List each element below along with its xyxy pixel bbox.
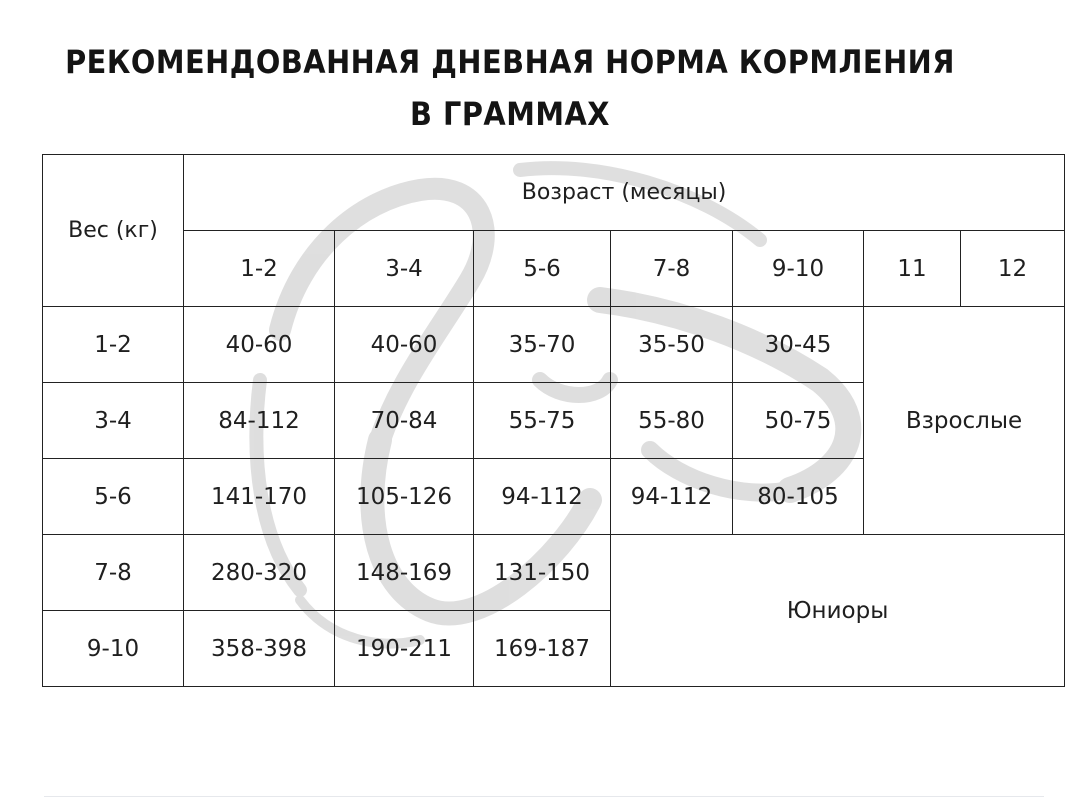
weight-cell: 9-10 (43, 611, 184, 687)
value-cell: 148-169 (335, 535, 474, 611)
value-cell: 105-126 (335, 459, 474, 535)
age-column-header: Возраст (месяцы) (184, 155, 1065, 231)
weight-cell: 5-6 (43, 459, 184, 535)
value-cell: 141-170 (184, 459, 335, 535)
weight-column-header: Вес (кг) (43, 155, 184, 307)
header-row-1 (43, 155, 1065, 231)
age-column-label: 9-10 (733, 231, 864, 307)
value-cell: 80-105 (733, 459, 864, 535)
value-cell: 35-50 (611, 307, 733, 383)
adult-cell: Взрослые (864, 307, 1065, 535)
age-column-label: 12 (961, 231, 1065, 307)
value-cell: 40-60 (335, 307, 474, 383)
table-row (43, 307, 1065, 383)
value-cell: 40-60 (184, 307, 335, 383)
value-cell: 131-150 (474, 535, 611, 611)
value-cell: 55-75 (474, 383, 611, 459)
junior-cell: Юниоры (611, 535, 1065, 687)
value-cell: 358-398 (184, 611, 335, 687)
weight-cell: 1-2 (43, 307, 184, 383)
age-column-label: 7-8 (611, 231, 733, 307)
value-cell: 280-320 (184, 535, 335, 611)
age-column-label: 1-2 (184, 231, 335, 307)
table-row (43, 535, 1065, 611)
value-cell: 94-112 (474, 459, 611, 535)
age-column-label: 11 (864, 231, 961, 307)
page-title (0, 36, 1020, 140)
weight-cell: 7-8 (43, 535, 184, 611)
value-cell: 94-112 (611, 459, 733, 535)
value-cell: 169-187 (474, 611, 611, 687)
value-cell: 70-84 (335, 383, 474, 459)
age-column-label: 5-6 (474, 231, 611, 307)
age-column-label: 3-4 (335, 231, 474, 307)
divider (44, 796, 1044, 797)
weight-cell: 3-4 (43, 383, 184, 459)
value-cell: 35-70 (474, 307, 611, 383)
value-cell: 30-45 (733, 307, 864, 383)
title-line-2: В ГРАММАХ (410, 95, 610, 133)
header-row-2 (43, 231, 1065, 307)
value-cell: 190-211 (335, 611, 474, 687)
value-cell: 55-80 (611, 383, 733, 459)
feeding-table (42, 154, 1065, 687)
value-cell: 50-75 (733, 383, 864, 459)
title-line-1: РЕКОМЕНДОВАННАЯ ДНЕВНАЯ НОРМА КОРМЛЕНИЯ (65, 43, 955, 81)
value-cell: 84-112 (184, 383, 335, 459)
